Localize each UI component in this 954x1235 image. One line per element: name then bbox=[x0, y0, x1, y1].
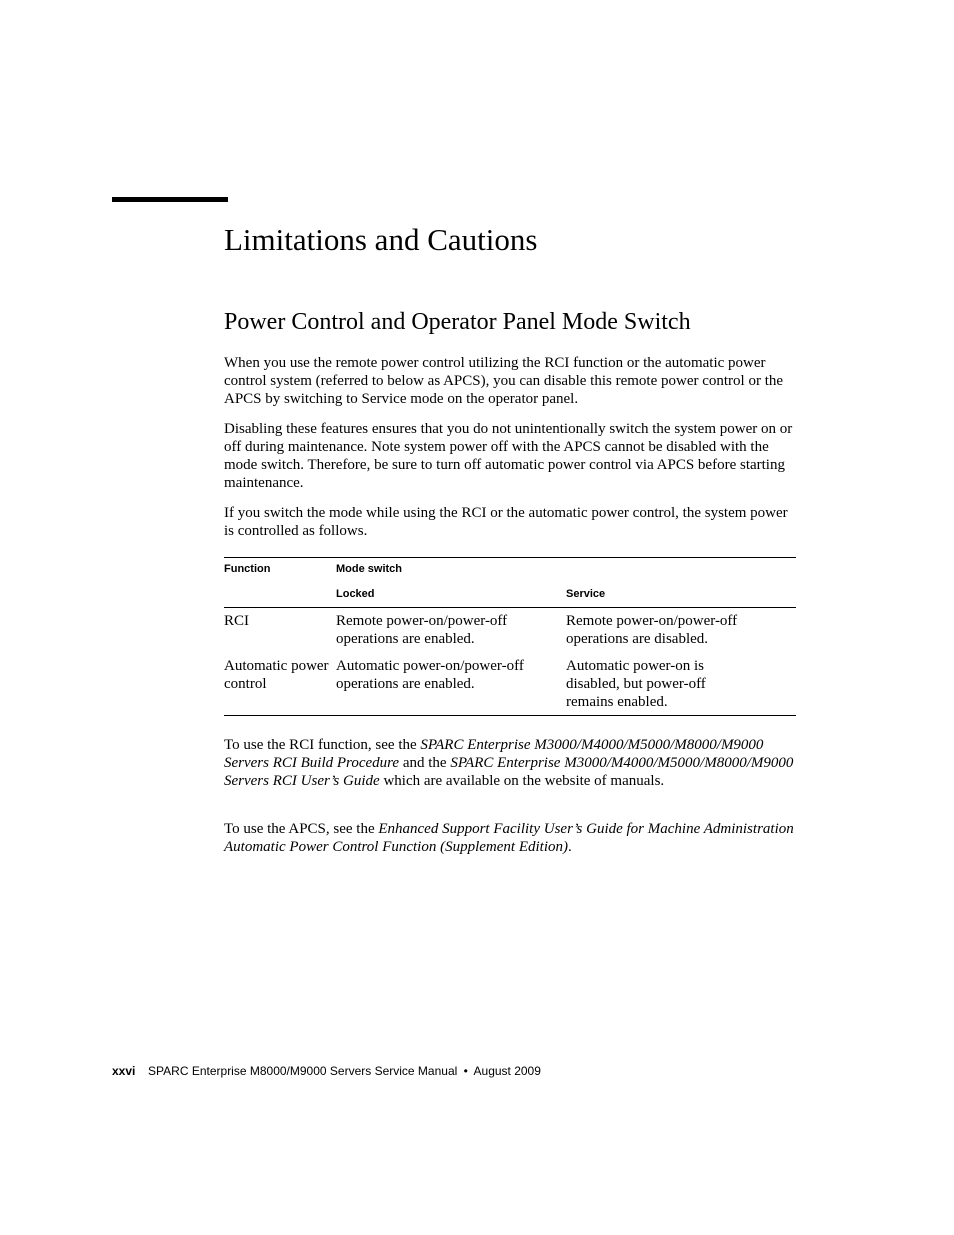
chapter-rule bbox=[112, 197, 228, 202]
paragraph-mode-switch: If you switch the mode while using the RCI or the automatic power control, the system power is controlled as follows. bbox=[224, 505, 788, 539]
paragraph-rci-reference bbox=[224, 736, 799, 790]
cell-service: Remote power-on/power-off operations are disabled. bbox=[566, 613, 738, 647]
header-locked: Locked bbox=[336, 588, 375, 600]
rci-users-guide-title: SPARC Enterprise M3000/M4000/M5000/M8000/M9000 Servers RCI User’s Guide bbox=[224, 755, 794, 789]
table-bottom-rule bbox=[224, 715, 796, 716]
cell-locked: Remote power-on/power-off operations are enabled. bbox=[336, 613, 508, 647]
chapter-title: Limitations and Cautions bbox=[224, 222, 538, 257]
footer-bullet: • bbox=[463, 1064, 468, 1078]
paragraph-apcs-reference bbox=[224, 820, 799, 856]
paragraph-intro: When you use the remote power control utilizing the RCI function or the automatic power control system (referred to below as APCS), you can disable this remote power control or the APCS by switching to Service mode on the operator panel. bbox=[224, 355, 784, 407]
apcs-text-2: . bbox=[567, 839, 572, 855]
rci-text-3: which are available on the website of manuals. bbox=[379, 773, 665, 789]
header-function: Function bbox=[224, 563, 271, 575]
apcs-guide-title: Enhanced Support Facility User’s Guide for Machine Administration Automatic Power Control Function (Supplement Edition) bbox=[224, 821, 794, 855]
header-service: Service bbox=[566, 588, 606, 600]
table-top-rule bbox=[224, 557, 796, 558]
apcs-text-1: To use the APCS, see the bbox=[224, 821, 379, 837]
page-footer bbox=[112, 1064, 541, 1078]
rci-text-2: and the bbox=[399, 755, 451, 771]
page-number: xxvi bbox=[112, 1064, 136, 1078]
table-header-rule bbox=[224, 607, 796, 608]
manual-date: August 2009 bbox=[473, 1064, 541, 1078]
rci-build-procedure-title: SPARC Enterprise M3000/M4000/M5000/M8000/M9000 Servers RCI Build Procedure bbox=[224, 737, 764, 771]
manual-title: SPARC Enterprise M8000/M9000 Servers Service Manual bbox=[148, 1064, 458, 1078]
cell-function: Automatic power control bbox=[224, 658, 329, 692]
cell-function: RCI bbox=[224, 613, 250, 629]
cell-locked: Automatic power-on/power-off operations are enabled. bbox=[336, 658, 524, 692]
header-mode-switch: Mode switch bbox=[336, 563, 403, 575]
cell-service: Automatic power-on is disabled, but power-off remains enabled. bbox=[566, 658, 706, 710]
paragraph-disabling: Disabling these features ensures that you do not unintentionally switch the system power on or off during maintenance. Note system power off with the APCS cannot be disabled with the mode switch. Therefore, be sure to turn off automatic power control via APCS before starting maintenance. bbox=[224, 421, 793, 491]
rci-text-1: To use the RCI function, see the bbox=[224, 737, 421, 753]
section-title: Power Control and Operator Panel Mode Switch bbox=[224, 309, 691, 335]
